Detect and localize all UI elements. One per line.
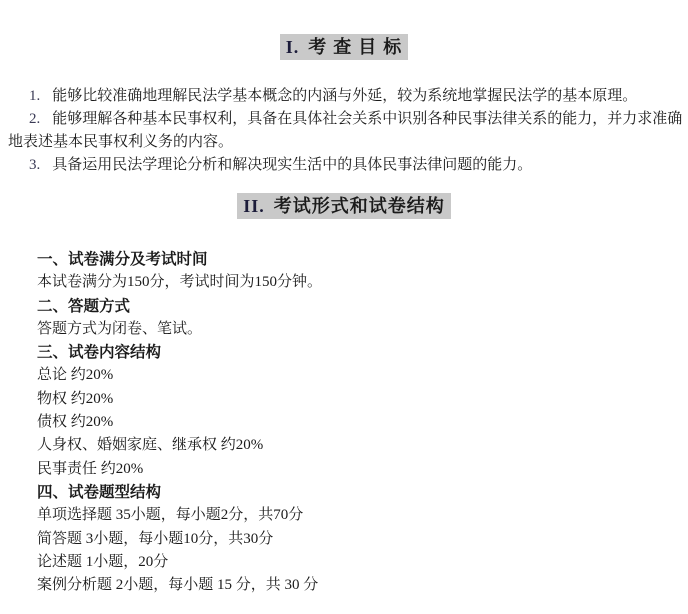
syllabus-block — [0, 248, 688, 597]
section2-heading — [237, 193, 451, 219]
objective-text-3: 具备运用民法学理论分析和解决现实生活中的具体民事法律问题的能力。 — [52, 157, 533, 173]
syllabus-line: 人身权、婚姻家庭、继承权 约20% — [37, 437, 264, 454]
subsection-heading-4: 四、试卷题型结构 — [37, 483, 162, 501]
syllabus-line: 答题方式为闭卷、笔试。 — [37, 320, 203, 337]
objective-number-2: 2. — [29, 111, 41, 127]
syllabus-line: 论述题 1小题，20分 — [37, 553, 169, 570]
section1-roman-numeral: I. — [285, 37, 300, 57]
subsection-heading-2: 二、答题方式 — [37, 297, 131, 315]
objectives-list — [0, 85, 688, 177]
section1-heading-row — [0, 34, 688, 60]
objective-item-3 — [8, 154, 684, 177]
section1-title: 考 查 目 标 — [308, 37, 403, 57]
section2-heading-row — [0, 193, 688, 219]
section2-title: 考试形式和试卷结构 — [273, 196, 445, 216]
section1-heading — [280, 34, 409, 60]
syllabus-line: 总论 约20% — [37, 367, 114, 384]
subsection-heading-1: 一、试卷满分及考试时间 — [37, 251, 208, 268]
objective-text-1: 能够比较准确地理解民法学基本概念的内涵与外延，较为系统地掌握民法学的基本原理。 — [52, 88, 638, 104]
syllabus-line: 单项选择题 35小题，每小题2分，共70分 — [37, 507, 304, 524]
syllabus-line: 债权 约20% — [37, 414, 114, 431]
objective-number-3: 3. — [29, 157, 41, 173]
objective-item-2 — [8, 108, 684, 154]
section2-roman-numeral: II. — [243, 196, 265, 216]
objective-item-1 — [8, 85, 684, 108]
syllabus-line: 民事责任 约20% — [37, 460, 144, 477]
objective-number-1: 1. — [29, 88, 41, 104]
objective-text-2: 能够理解各种基本民事权利，具备在具体社会关系中识别各种民事法律关系的能力，并力求准确地表述基本民事权利义务的内容。 — [8, 111, 683, 150]
syllabus-line: 简答题 3小题，每小题10分，共30分 — [37, 530, 274, 547]
syllabus-line: 本试卷满分为150分，考试时间为150分钟。 — [37, 274, 323, 291]
syllabus-line: 物权 约20% — [37, 390, 114, 407]
subsection-heading-3: 三、试卷内容结构 — [37, 344, 162, 362]
syllabus-line: 案例分析题 2小题，每小题 15 分，共 30 分 — [37, 577, 319, 594]
